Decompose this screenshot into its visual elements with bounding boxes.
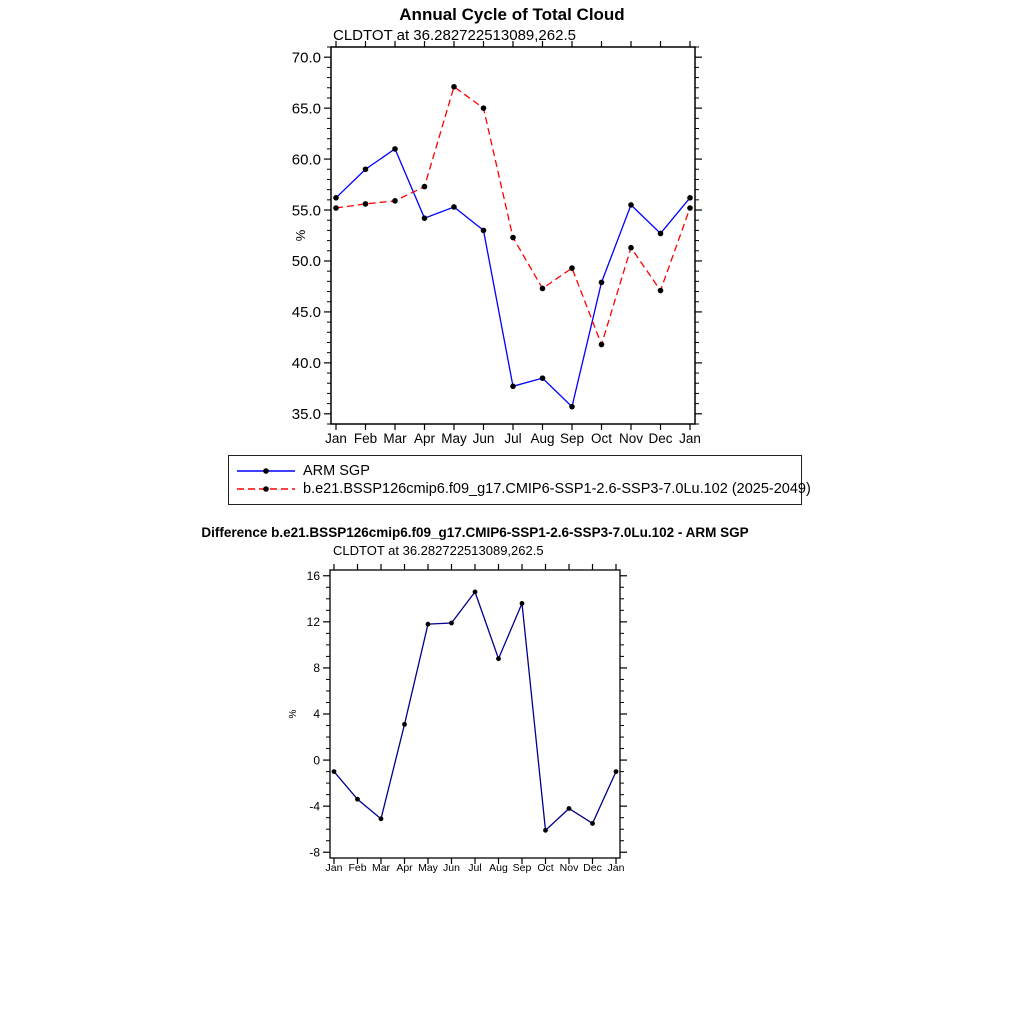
y-tick-label: 16 <box>306 568 320 583</box>
series-marker-0 <box>543 828 548 833</box>
x-tick-label: Oct <box>537 862 554 874</box>
series-marker-0 <box>590 821 595 826</box>
series-marker-0 <box>510 384 516 390</box>
x-tick-label: Sep <box>512 862 532 874</box>
y-tick-label: -8 <box>309 845 320 860</box>
y-tick-label: 50.0 <box>291 253 321 271</box>
series-marker-0 <box>567 806 572 811</box>
series-marker-0 <box>449 621 454 626</box>
series-marker-1 <box>392 198 398 204</box>
axis-group <box>292 41 702 446</box>
top-chart-subtitle: CLDTOT at 36.282722513089,262.5 <box>333 27 576 44</box>
series-marker-0 <box>658 231 664 237</box>
series-line-1 <box>336 87 690 345</box>
x-tick-label: Sep <box>559 431 585 446</box>
series-line-0 <box>334 592 616 830</box>
x-tick-label: Aug <box>530 431 555 446</box>
x-tick-label: May <box>441 431 467 446</box>
series-marker-0 <box>473 589 478 594</box>
legend-box <box>228 455 811 505</box>
series-marker-0 <box>363 166 369 172</box>
series-marker-0 <box>599 280 605 286</box>
x-tick-label: Apr <box>396 862 413 874</box>
x-tick-label: Oct <box>590 431 613 446</box>
x-tick-label: Apr <box>413 431 436 446</box>
series-marker-0 <box>379 816 384 821</box>
bottom-chart-subtitle: CLDTOT at 36.282722513089,262.5 <box>333 543 544 558</box>
series-marker-0 <box>628 202 634 208</box>
x-tick-label: Feb <box>348 862 367 874</box>
series-marker-1 <box>658 288 664 294</box>
bottom-chart <box>240 556 680 886</box>
series-marker-0 <box>540 375 546 381</box>
series-marker-1 <box>540 286 546 292</box>
legend-line-sample-dashed-icon <box>235 482 297 496</box>
series-marker-0 <box>520 601 525 606</box>
bottom-chart-title: Difference b.e21.BSSP126cmip6.f09_g17.CMIP6-SSP1-2.6-SSP3-7.0Lu.102 - ARM SGP <box>201 525 749 540</box>
series-marker-1 <box>422 184 428 190</box>
series-marker-1 <box>599 342 605 348</box>
y-tick-label: 12 <box>306 615 320 630</box>
series-marker-0 <box>451 204 457 210</box>
series-marker-0 <box>687 195 693 201</box>
legend-label-model: b.e21.BSSP126cmip6.f09_g17.CMIP6-SSP1-2.6-SSP3-7.0Lu.102 (2025-2049) <box>303 481 811 497</box>
x-tick-label: Dec <box>648 431 673 446</box>
y-tick-label: 65.0 <box>291 100 321 118</box>
y-axis-label: % <box>293 229 308 242</box>
series-marker-0 <box>332 769 337 774</box>
series-marker-1 <box>363 201 369 207</box>
y-tick-label: 0 <box>313 753 320 768</box>
series-marker-0 <box>422 215 428 221</box>
y-tick-label: 45.0 <box>291 304 321 322</box>
x-tick-label: Jan <box>325 431 347 446</box>
axis-group <box>288 564 627 874</box>
y-tick-label: -4 <box>309 799 320 814</box>
y-tick-label: 55.0 <box>291 202 321 220</box>
series-marker-0 <box>614 769 619 774</box>
x-tick-label: Jan <box>607 862 625 874</box>
x-tick-label: Mar <box>371 862 391 874</box>
plot-frame <box>330 570 620 858</box>
x-tick-label: Jan <box>679 431 701 446</box>
y-tick-label: 70.0 <box>291 49 321 67</box>
top-chart <box>230 24 810 464</box>
series-marker-0 <box>333 195 339 201</box>
series-marker-1 <box>687 205 693 211</box>
series-marker-1 <box>569 265 575 271</box>
x-tick-label: Nov <box>618 431 644 446</box>
series-marker-1 <box>451 84 457 90</box>
series-marker-0 <box>569 404 575 410</box>
y-tick-label: 60.0 <box>291 151 321 169</box>
y-tick-label: 40.0 <box>291 355 321 373</box>
series-marker-1 <box>481 105 487 111</box>
x-tick-label: Dec <box>583 862 602 874</box>
y-axis-label: % <box>288 709 299 719</box>
x-tick-label: Jan <box>325 862 343 874</box>
legend-entry-model <box>235 481 811 497</box>
legend-entry-arm-sgp <box>235 463 795 479</box>
series-marker-0 <box>402 722 407 727</box>
x-tick-label: Jul <box>504 431 522 446</box>
series-marker-1 <box>510 235 516 241</box>
x-tick-label: Jul <box>468 862 482 874</box>
y-tick-label: 8 <box>313 661 320 676</box>
series-marker-0 <box>496 656 501 661</box>
y-tick-label: 4 <box>313 707 320 722</box>
x-tick-label: Jun <box>472 431 495 446</box>
series-marker-0 <box>355 797 360 802</box>
series-marker-0 <box>481 228 487 234</box>
x-tick-label: Mar <box>383 431 407 446</box>
legend-line-sample-solid-icon <box>235 464 297 478</box>
x-tick-label: Feb <box>353 431 378 446</box>
x-tick-label: May <box>418 862 438 874</box>
series-marker-0 <box>392 146 398 152</box>
series-marker-0 <box>426 622 431 627</box>
legend-label-arm-sgp: ARM SGP <box>303 463 370 479</box>
series-marker-1 <box>333 205 339 211</box>
x-tick-label: Nov <box>559 862 579 874</box>
x-tick-label: Aug <box>489 862 508 874</box>
y-tick-label: 35.0 <box>291 406 321 424</box>
series-marker-1 <box>628 245 634 251</box>
x-tick-label: Jun <box>443 862 460 874</box>
top-chart-title: Annual Cycle of Total Cloud <box>399 5 625 24</box>
series-line-0 <box>336 149 690 407</box>
